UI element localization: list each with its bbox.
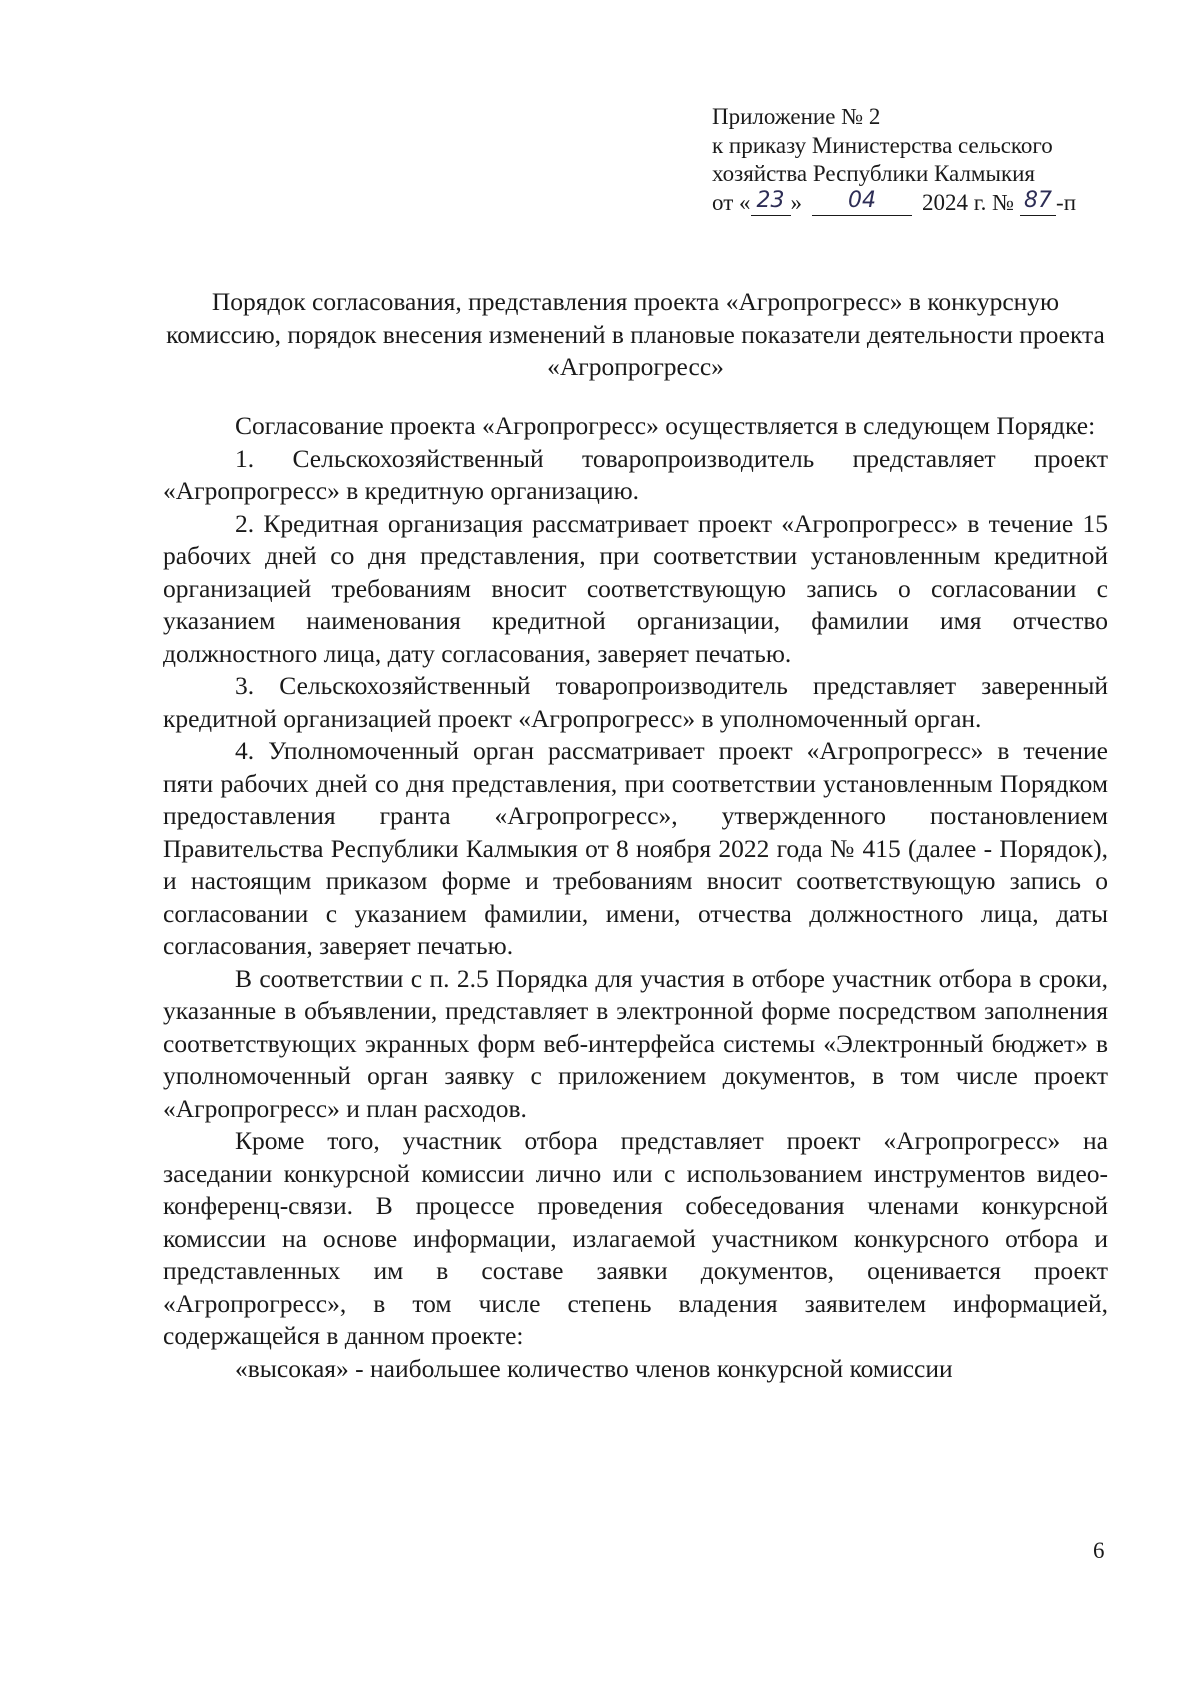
appendix-date-line xyxy=(712,189,1152,218)
appendix-line-2: к приказу Министерства сельского xyxy=(712,132,1053,158)
page-number: 6 xyxy=(1093,1538,1105,1563)
paragraph-item-2: 2. Кредитная организация рассматривает проект «Агропрогресс» в течение 15 рабочих дней со дня представления, при соответствии установленным кредитной организацией требованиям вносит соответствующую запись о согласовании с указанием наименования кредитной организации, фамилии имя отчество должностного лица, дату согласования, заверяет печатью. xyxy=(163,508,1108,668)
appendix-line-1: Приложение № 2 xyxy=(712,104,881,129)
order-number-field xyxy=(1020,187,1056,216)
appendix-line-3: хозяйства Республики Калмыкия xyxy=(712,161,1035,186)
paragraph-item-3: 3. Сельскохозяйственный товаропроизводитель представляет заверенный кредитной организацией проект «Агропрогресс» в уполномоченный орган. xyxy=(163,671,1108,733)
document-title: Порядок согласования, представления проекта «Агропрогресс» в конкурсную комиссию, порядок внесения изменений в плановые показатели деятельности проекта «Агропрогресс» xyxy=(166,287,1105,381)
date-close-quote: » xyxy=(790,189,802,215)
appendix-header xyxy=(712,103,1152,217)
paragraph-high-level: «высокая» - наибольшее количество членов конкурсной комиссии xyxy=(235,1353,953,1383)
order-number-handwritten: 87 xyxy=(1024,187,1053,213)
paragraph-submission: В соответствии с п. 2.5 Порядка для участия в отборе участник отбора в сроки, указанные в объявлении, представляет в электронной форме посредством заполнения соответствующих экранных форм веб-интерфейса системы «Электронный бюджет» в уполномоченный орган заявку с приложением документов, в том числе проект «Агропрогресс» и план расходов. xyxy=(163,963,1108,1123)
date-day-handwritten: 23 xyxy=(756,187,785,213)
date-month-field xyxy=(812,187,912,216)
paragraph-item-4: 4. Уполномоченный орган рассматривает проект «Агропрогресс» в течение пяти рабочих дней со дня представления, при соответствии установленным Порядком предоставления гранта «Агропрогресс», утвержденного постановлением Правительства Республики Калмыкия от 8 ноября 2022 года № 415 (далее - Порядок), и настоящим приказом форме и требованиям вносит соответствующую запись о согласовании с указанием фамилии, имени, отчества должностного лица, даты согласования, заверяет печатью. xyxy=(163,736,1108,960)
paragraph-intro: Согласование проекта «Агропрогресс» осуществляется в следующем Порядке: xyxy=(235,411,1096,440)
paragraph-commission: Кроме того, участник отбора представляет проект «Агропрогресс» на заседании конкурсной комиссии лично или с использованием инструментов видео-конференц-связи. В процессе проведения собеседования членами конкурсной комиссии на основе информации, излагаемой участником конкурсного отбора и представленных им в составе заявки документов, оценивается проект «Агропрогресс», в том числе степень владения заявителем информацией, содержащейся в данном проекте: xyxy=(163,1126,1108,1350)
paragraph-item-1: 1. Сельскохозяйственный товаропроизводитель представляет проект «Агропрогресс» в кредитную организацию. xyxy=(163,443,1108,505)
date-day-field xyxy=(751,187,791,216)
date-prefix: от « xyxy=(712,189,751,215)
date-month-handwritten: 04 xyxy=(848,187,876,213)
document-body xyxy=(163,410,1108,1385)
date-year: 2024 г. № xyxy=(922,189,1015,215)
order-number-suffix: -п xyxy=(1056,189,1077,215)
